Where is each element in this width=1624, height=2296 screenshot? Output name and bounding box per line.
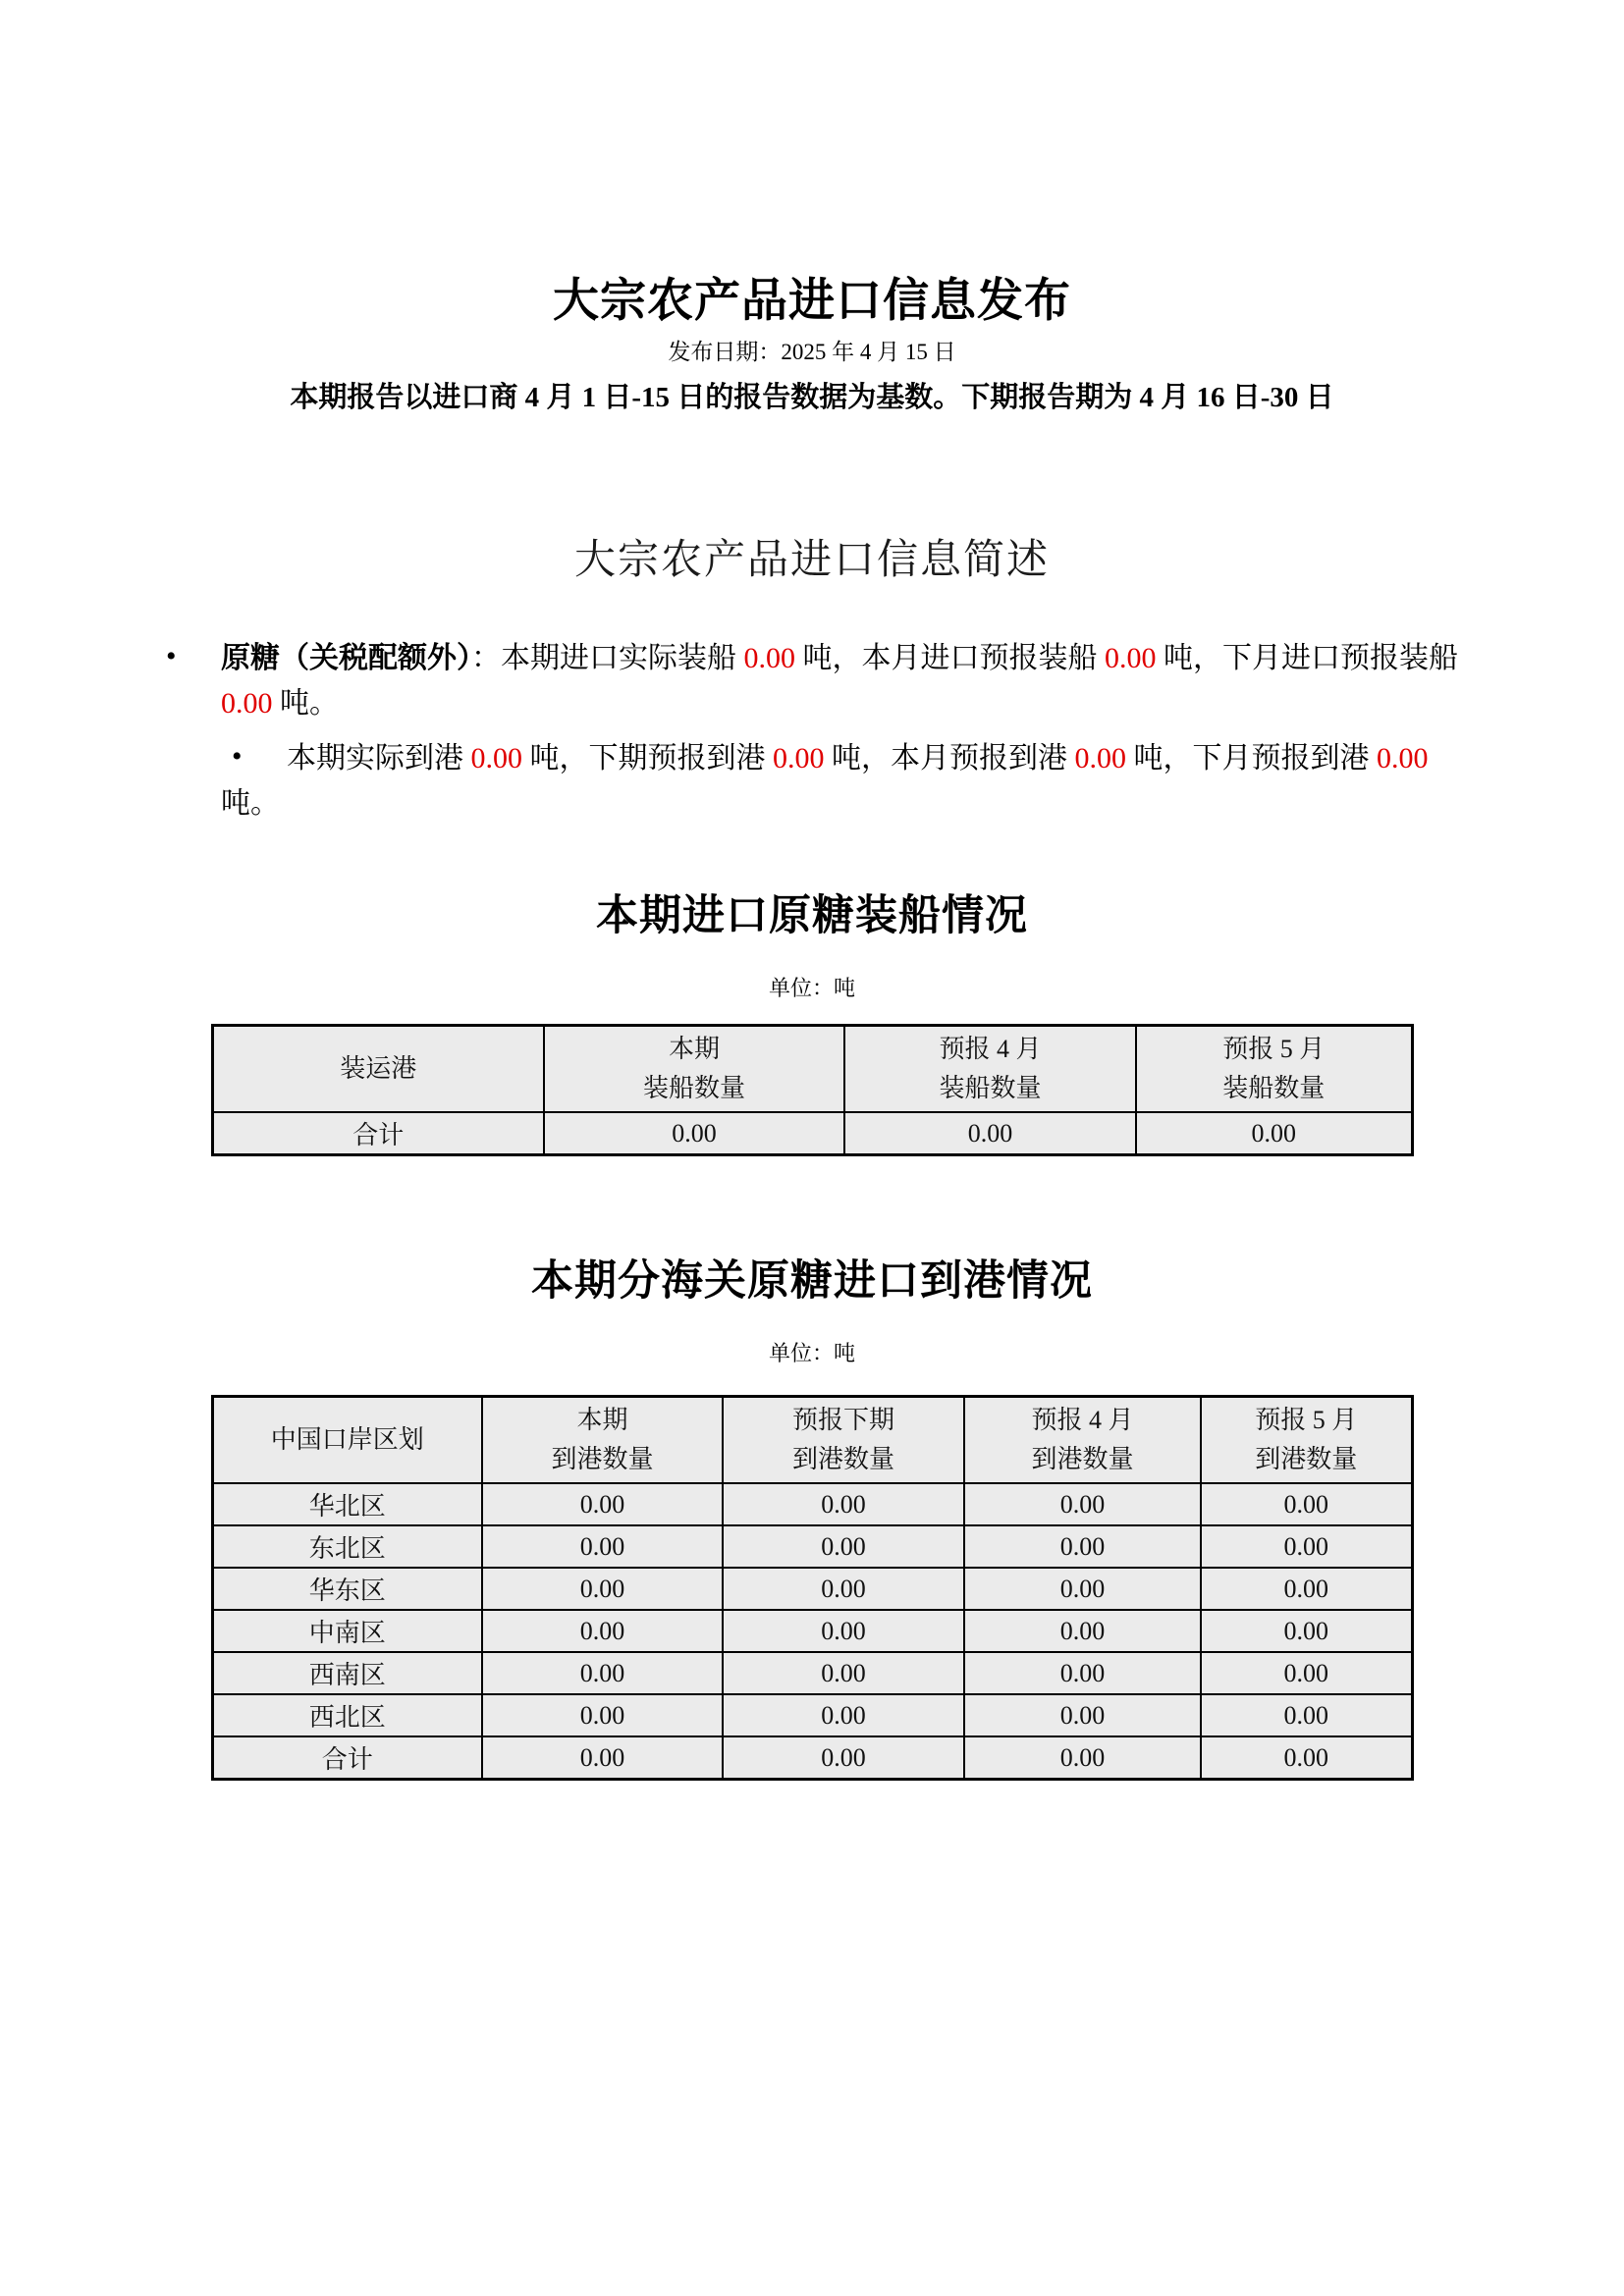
table-cell: 合计 xyxy=(212,1736,482,1780)
value-red: 0.00 xyxy=(743,642,795,674)
table-cell: 0.00 xyxy=(1201,1610,1412,1652)
publish-date: 发布日期：2025 年 4 月 15 日 xyxy=(668,340,956,364)
list-item xyxy=(136,736,1488,827)
table-cell: 0.00 xyxy=(482,1568,723,1610)
bullet-text: 吨，下月预报到港 xyxy=(1126,742,1377,774)
table-cell: 0.00 xyxy=(544,1112,844,1155)
table-cell: 西北区 xyxy=(212,1694,482,1736)
table-cell: 0.00 xyxy=(482,1652,723,1694)
period-note: 本期报告以进口商 4 月 1 日-15 日的报告数据为基数。下期报告期为 4 月 16 日-30 日 xyxy=(290,382,1334,413)
table-cell: 0.00 xyxy=(964,1525,1201,1568)
bullet-text: 本期实际到港 xyxy=(287,742,471,774)
table-cell: 0.00 xyxy=(723,1736,964,1780)
bullet-text: 吨，下期预报到港 xyxy=(522,742,773,774)
value-red: 0.00 xyxy=(1074,742,1126,774)
table-cell: 0.00 xyxy=(1201,1694,1412,1736)
bullet-dot-icon: • xyxy=(232,740,243,773)
table-cell: 西南区 xyxy=(212,1652,482,1694)
summary-heading: 大宗农产品进口信息简述 xyxy=(573,538,1050,583)
table-cell: 0.00 xyxy=(964,1610,1201,1652)
table-cell: 0.00 xyxy=(723,1568,964,1610)
value-red: 0.00 xyxy=(470,742,522,774)
table-header-cell: 本期 到港数量 xyxy=(482,1397,723,1484)
table-cell: 0.00 xyxy=(1201,1483,1412,1525)
table-cell: 华北区 xyxy=(212,1483,482,1525)
table-row xyxy=(212,1568,1412,1610)
shipping-table xyxy=(211,1024,1414,1156)
table-cell: 中南区 xyxy=(212,1610,482,1652)
table-cell: 0.00 xyxy=(844,1112,1136,1155)
value-red: 0.00 xyxy=(1377,742,1429,774)
bullet-text: 吨。 xyxy=(272,687,339,720)
table-cell: 0.00 xyxy=(482,1610,723,1652)
arrival-table xyxy=(211,1395,1414,1781)
page-title: 大宗农产品进口信息发布 xyxy=(553,276,1071,327)
table-cell: 0.00 xyxy=(723,1694,964,1736)
table-header-row xyxy=(212,1026,1412,1113)
table-cell: 合计 xyxy=(212,1112,544,1155)
table-cell: 0.00 xyxy=(1201,1736,1412,1780)
table-cell: 东北区 xyxy=(212,1525,482,1568)
table-row xyxy=(212,1694,1412,1736)
arrival-section-heading: 本期分海关原糖进口到港情况 xyxy=(531,1258,1093,1305)
table-cell: 0.00 xyxy=(482,1483,723,1525)
table-row xyxy=(212,1610,1412,1652)
table-row xyxy=(212,1525,1412,1568)
table-cell: 0.00 xyxy=(723,1525,964,1568)
bullet-text: 吨，本月预报到港 xyxy=(824,742,1075,774)
bullet-dot-icon: • xyxy=(166,640,177,672)
table-cell: 0.00 xyxy=(482,1694,723,1736)
table-cell: 0.00 xyxy=(482,1525,723,1568)
table-cell: 0.00 xyxy=(964,1483,1201,1525)
table-cell: 0.00 xyxy=(723,1652,964,1694)
table-header-cell: 预报 4 月 装船数量 xyxy=(844,1026,1136,1113)
table-cell: 华东区 xyxy=(212,1568,482,1610)
table-cell: 0.00 xyxy=(964,1568,1201,1610)
list-item xyxy=(136,636,1488,726)
table-header-cell: 预报 5 月 装船数量 xyxy=(1136,1026,1412,1113)
table-header-cell: 预报 5 月 到港数量 xyxy=(1201,1397,1412,1484)
bullet-text: 吨，下月进口预报装船 xyxy=(1156,642,1458,674)
summary-bullets xyxy=(136,636,1488,827)
table-row xyxy=(212,1736,1412,1780)
table-header-row xyxy=(212,1397,1412,1484)
table-header-cell: 中国口岸区划 xyxy=(212,1397,482,1484)
table-cell: 0.00 xyxy=(482,1736,723,1780)
bullet-text: 原糖（关税配额外） xyxy=(221,642,471,674)
table-header-cell: 装运港 xyxy=(212,1026,544,1113)
bullet-text: 吨。 xyxy=(221,787,280,820)
value-red: 0.00 xyxy=(773,742,825,774)
table-cell: 0.00 xyxy=(723,1483,964,1525)
table-header-cell: 预报下期 到港数量 xyxy=(723,1397,964,1484)
table-header-cell: 预报 4 月 到港数量 xyxy=(964,1397,1201,1484)
table-cell: 0.00 xyxy=(1201,1652,1412,1694)
shipping-section-heading: 本期进口原糖装船情况 xyxy=(596,893,1028,939)
table-cell: 0.00 xyxy=(723,1610,964,1652)
bullet-text: 吨，本月进口预报装船 xyxy=(795,642,1105,674)
value-red: 0.00 xyxy=(1105,642,1157,674)
table-cell: 0.00 xyxy=(1136,1112,1412,1155)
table-cell: 0.00 xyxy=(1201,1568,1412,1610)
table-header-cell: 本期 装船数量 xyxy=(544,1026,844,1113)
shipping-unit-label: 单位：吨 xyxy=(768,976,855,1000)
arrival-unit-label: 单位：吨 xyxy=(768,1341,855,1365)
table-cell: 0.00 xyxy=(1201,1525,1412,1568)
table-row xyxy=(212,1112,1412,1155)
bullet-text: ：本期进口实际装船 xyxy=(471,642,744,674)
table-cell: 0.00 xyxy=(964,1736,1201,1780)
table-cell: 0.00 xyxy=(964,1652,1201,1694)
table-row xyxy=(212,1652,1412,1694)
value-red: 0.00 xyxy=(221,687,273,720)
table-row xyxy=(212,1483,1412,1525)
table-cell: 0.00 xyxy=(964,1694,1201,1736)
